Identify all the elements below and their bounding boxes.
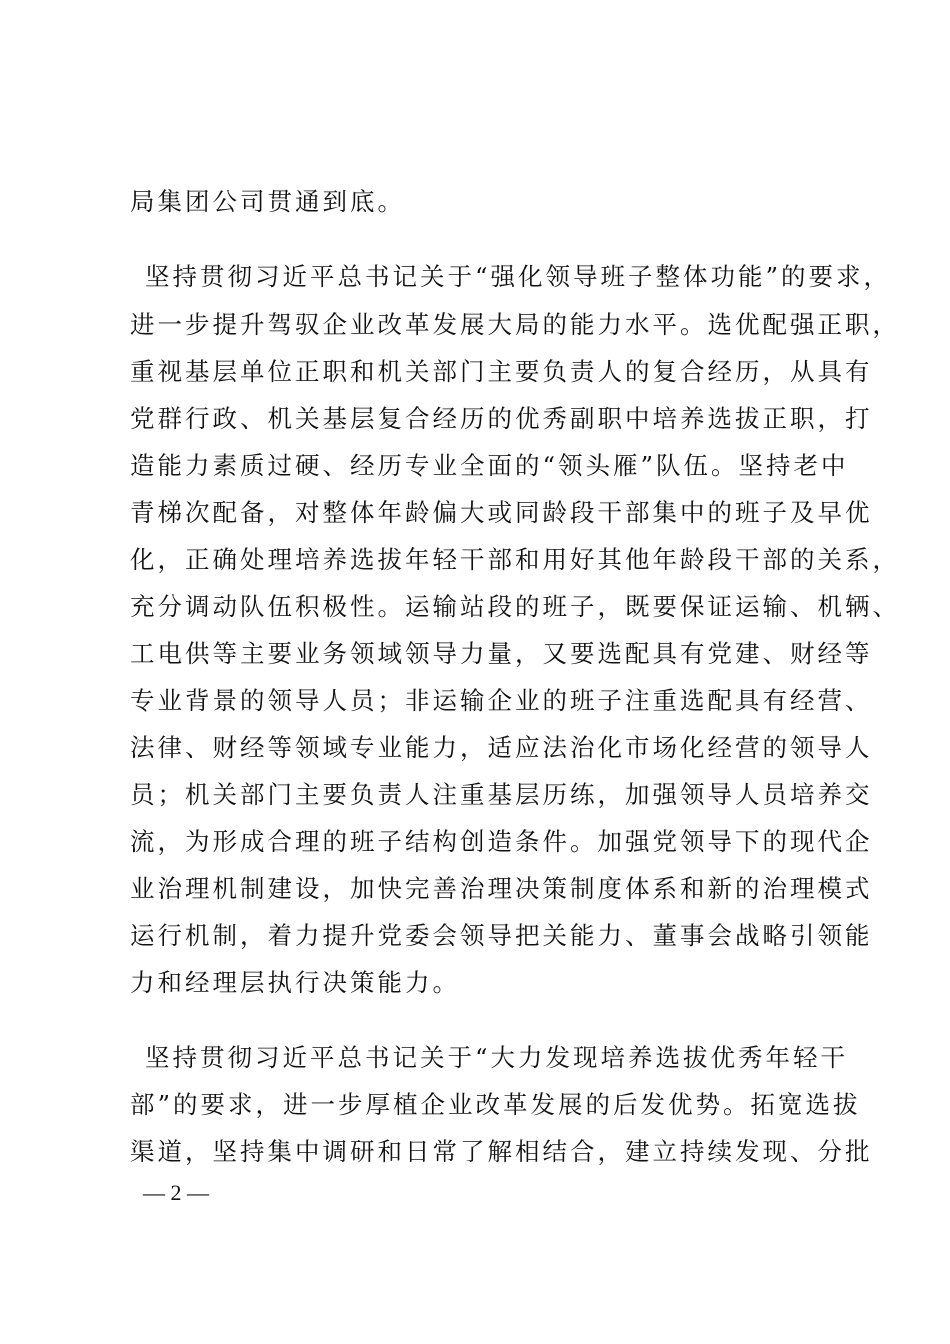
- paragraph-line: 造能力素质过硬、经历专业全面的“领头雁”队伍。坚持老中: [130, 451, 849, 480]
- paragraph-line: 渠道，坚持集中调研和日常了解相结合，建立持续发现、分批: [130, 1137, 873, 1166]
- paragraph-line: 充分调动队伍积极性。运输站段的班子，既要保证运输、机辆、: [130, 592, 900, 621]
- paragraph-line: 青梯次配备，对整体年龄偏大或同龄段干部集中的班子及早优: [130, 498, 873, 527]
- paragraph-line: 流，为形成合理的班子结构创造条件。加强党领导下的现代企: [130, 827, 873, 856]
- paragraph-line: 法律、财经等领域专业能力，适应法治化市场化经营的领导人: [130, 733, 873, 762]
- paragraph-line: 工电供等主要业务领域领导力量，又要选配具有党建、财经等: [130, 639, 873, 668]
- paragraph-line: 进一步提升驾驭企业改革发展大局的能力水平。选优配强正职，: [130, 310, 900, 339]
- paragraph-line: 重视基层单位正职和机关部门主要负责人的复合经历，从具有: [130, 357, 873, 386]
- paragraph-line: 力和经理层执行决策能力。: [130, 968, 460, 997]
- paragraph-line: 化，正确处理培养选拔年轻干部和用好其他年龄段干部的关系，: [130, 545, 900, 574]
- paragraph-line: 党群行政、机关基层复合经历的优秀副职中培养选拔正职，打: [130, 404, 873, 433]
- text-line: 局集团公司贯通到底。: [130, 187, 405, 216]
- page-number: — 2 —: [143, 1180, 209, 1205]
- paragraph-line: 部”的要求，进一步厚植企业改革发展的后发优势。拓宽选拔: [130, 1090, 861, 1119]
- paragraph-line: 员；机关部门主要负责人注重基层历练，加强领导人员培养交: [130, 780, 873, 809]
- paragraph-line: 坚持贯彻习近平总书记关于“大力发现培养选拔优秀年轻干: [145, 1043, 849, 1072]
- paragraph-line: 坚持贯彻习近平总书记关于“强化领导班子整体功能”的要求，: [145, 262, 892, 291]
- paragraph-line: 运行机制，着力提升党委会领导把关能力、董事会战略引领能: [130, 921, 873, 950]
- paragraph-line: 业治理机制建设，加快完善治理决策制度体系和新的治理模式: [130, 874, 873, 903]
- paragraph-line: 专业背景的领导人员；非运输企业的班子注重选配具有经营、: [130, 686, 873, 715]
